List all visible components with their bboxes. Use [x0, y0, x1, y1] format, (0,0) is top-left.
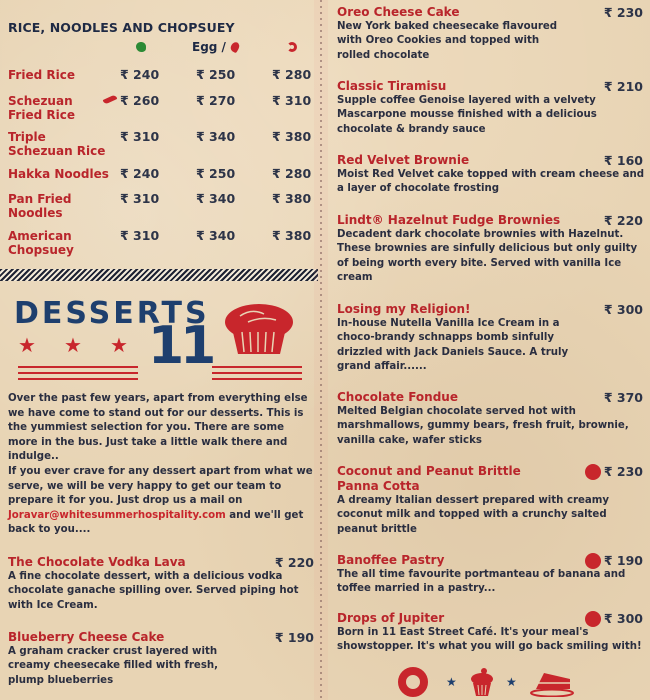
egg-label: Egg /: [192, 40, 226, 54]
item-description: Supple coffee Genoise layered with a velvety Mascarpone mousse finished with a delicious chocolate & brandy sauce: [337, 95, 597, 135]
prawn-price: ₹ 310: [272, 93, 312, 108]
menu-row-triple-schezuan-rice: [8, 130, 313, 162]
item-price: ₹ 160: [603, 153, 643, 168]
item-name: Classic Tiramisu: [337, 79, 447, 93]
dessert-item-oreo-cheese-cake: [337, 5, 647, 63]
star-icon: ★: [64, 333, 82, 357]
chicken-icon: [229, 41, 241, 54]
egg-chicken-price: ₹ 250: [196, 166, 236, 181]
menu-row-schezuan-fried-rice: [8, 94, 313, 126]
item-description: Decadent dark chocolate brownies with Hazelnut. These brownies are sinfully delicious but only guilty of being worth every bite. Served with vanilla Ice cream: [337, 229, 638, 284]
item-description: Born in 11 East Street Café. It's your meal's showstopper. It's what you will go back smiling with!: [337, 627, 642, 653]
item-price: ₹ 220: [274, 555, 314, 570]
prawn-price: ₹ 280: [272, 166, 312, 181]
star-icon: ★: [506, 675, 517, 689]
item-name: Losing my Religion!: [337, 302, 471, 316]
item-description: In-house Nutella Vanilla Ice Cream in a choco-brandy schnapps bomb sinfully drizzled with Jack Daniels Sauce. A truly grand affair......: [337, 318, 569, 373]
veg-price: ₹ 310: [120, 129, 160, 144]
item-price: ₹ 190: [586, 553, 643, 568]
new-badge-icon: [586, 612, 600, 626]
egg-chicken-price: ₹ 270: [196, 93, 236, 108]
veg-price: ₹ 310: [120, 228, 160, 243]
menu-row-pan-fried-noodles: [8, 192, 313, 224]
item-price: ₹ 300: [603, 302, 643, 317]
item-name: Blueberry Cheese Cake: [8, 630, 165, 644]
dessert-item-red-velvet-brownie: [337, 153, 647, 197]
left-column: [0, 0, 320, 700]
right-column: [330, 0, 650, 700]
veg-price: ₹ 260: [120, 93, 160, 108]
egg-chicken-price: ₹ 340: [196, 191, 236, 206]
prawn-price: ₹ 380: [272, 129, 312, 144]
item-name: Triple Schezuan Rice: [8, 130, 106, 158]
desserts-heading: DESSERTS: [14, 296, 210, 331]
egg-chicken-price: ₹ 340: [196, 228, 236, 243]
red-stripes-left: [18, 366, 138, 382]
dessert-item-chocolate-fondue: [337, 390, 647, 448]
item-name: Coconut and Peanut Brittle Panna Cotta: [337, 464, 521, 493]
veg-icon: [136, 42, 146, 52]
item-name: Lindt® Hazelnut Fudge Brownies: [337, 213, 561, 227]
item-price: ₹ 210: [603, 79, 643, 94]
muffin-icon: [222, 302, 296, 358]
hatched-divider: [0, 269, 318, 281]
item-name: Fried Rice: [8, 68, 75, 82]
egg-chicken-column-header: [192, 40, 239, 54]
item-name: Red Velvet Brownie: [337, 153, 470, 167]
item-name: Chocolate Fondue: [337, 390, 458, 404]
dessert-item-classic-tiramisu: [337, 79, 647, 137]
item-name: Drops of Jupiter: [337, 611, 445, 625]
item-description: The all time favourite portmanteau of banana and toffee married in a pastry...: [337, 569, 626, 595]
dessert-item-coconut-peanut-brittle-panna-cotta: [337, 464, 647, 537]
item-name: Banoffee Pastry: [337, 553, 445, 567]
contact-email-link[interactable]: Joravar@whitesummerhospitality.com: [8, 509, 226, 521]
intro-paragraph-2: If you ever crave for any dessert apart from what we serve, we will be very happy to get our team to prepare it for you. Just drop us a mail on: [8, 465, 313, 507]
dessert-item-lindt-hazelnut-fudge-brownies: [337, 213, 647, 286]
menu-row-american-chopsuey: [8, 229, 313, 261]
dessert-item-blueberry-cheese-cake: [8, 630, 318, 688]
item-price: ₹ 230: [603, 5, 643, 20]
dessert-item-banoffee-pastry: [337, 553, 647, 597]
egg-chicken-price: ₹ 250: [196, 67, 236, 82]
item-name: Oreo Cheese Cake: [337, 5, 460, 19]
item-description: A fine chocolate dessert, with a delicious vodka chocolate ganache spilling over. Served piping hot with Ice Cream.: [8, 571, 299, 611]
item-name: Pan Fried Noodles: [8, 192, 72, 220]
item-price: ₹ 190: [274, 630, 314, 645]
item-name: American Chopsuey: [8, 229, 74, 257]
star-icon: ★: [18, 333, 36, 357]
prawn-price: ₹ 380: [272, 228, 312, 243]
veg-price: ₹ 240: [120, 166, 160, 181]
prawn-price: ₹ 280: [272, 67, 312, 82]
item-price: ₹ 300: [586, 611, 643, 626]
item-name: Schezuan Fried Rice: [8, 94, 75, 122]
prawn-price: ₹ 380: [272, 191, 312, 206]
dessert-item-drops-of-jupiter: [337, 611, 647, 655]
dessert-item-losing-my-religion: [337, 302, 647, 375]
intro-paragraph-2-end: and we'll get back to you....: [8, 509, 304, 536]
item-price: ₹ 370: [603, 390, 643, 405]
item-description: A graham cracker crust layered with creamy cheesecake filled with fresh, plump blueberries: [8, 646, 219, 686]
item-description: Melted Belgian chocolate served hot with marshmallows, gummy bears, fresh fruit, brownie, vanilla cake, wafer sticks: [337, 406, 629, 446]
item-price: ₹ 220: [603, 213, 643, 228]
intro-paragraph-1: Over the past few years, apart from everything else we have come to stand out for our desserts. This is the yummiest selection for you. There are some more in the bus. Just take a little walk there and indulge..: [8, 393, 308, 463]
desserts-number: 11: [148, 316, 213, 376]
new-badge-icon: [586, 465, 600, 479]
veg-price: ₹ 240: [120, 67, 160, 82]
footer-illustrations: [398, 665, 588, 700]
dotted-column-divider: [317, 0, 325, 700]
dessert-item-chocolate-vodka-lava: [8, 555, 318, 613]
new-badge-icon: [586, 554, 600, 568]
cake-slice-icon: [530, 669, 574, 697]
red-stripes-right: [212, 366, 302, 382]
item-price: ₹ 230: [586, 464, 643, 479]
prawn-icon: [287, 42, 297, 52]
cupcake-icon: [470, 667, 494, 697]
donut-icon: [398, 667, 428, 697]
egg-chicken-price: ₹ 340: [196, 129, 236, 144]
veg-price: ₹ 310: [120, 191, 160, 206]
item-name: The Chocolate Vodka Lava: [8, 555, 186, 569]
star-icon: ★: [446, 675, 457, 689]
desserts-intro: [8, 392, 316, 538]
item-description: New York baked cheesecake flavoured with Oreo Cookies and topped with rolled chocolate: [337, 21, 558, 61]
spicy-chili-icon: [103, 94, 118, 104]
item-description: Moist Red Velvet cake topped with cream cheese and a layer of chocolate frosting: [337, 169, 645, 195]
item-description: A dreamy Italian dessert prepared with creamy coconut milk and topped with a crunchy salted peanut brittle: [337, 495, 610, 535]
item-name: Hakka Noodles: [8, 167, 109, 181]
rice-section-title: RICE, NOODLES AND CHOPSUEY: [8, 20, 235, 35]
star-icon: ★: [110, 333, 128, 357]
